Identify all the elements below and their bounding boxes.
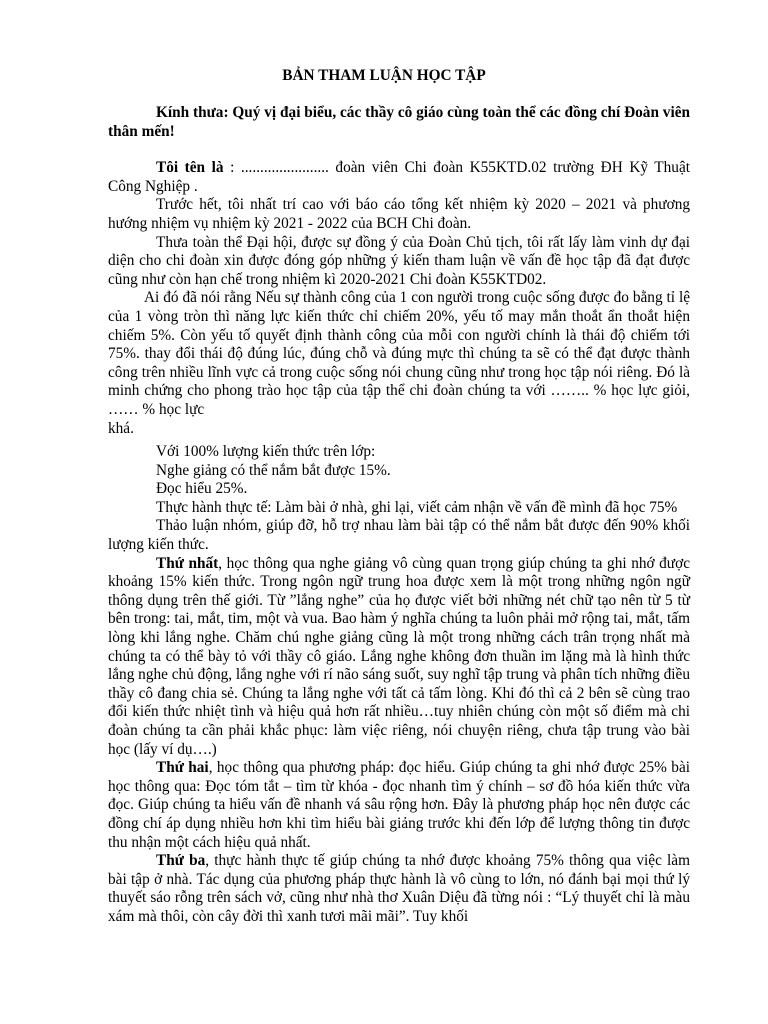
intro-label: Tôi tên là (156, 159, 224, 177)
paragraph-first (108, 555, 690, 760)
list-item: Nghe giảng có thể nắm bắt được 15%. (156, 461, 391, 479)
paragraph-kha: khá. (108, 419, 134, 437)
second-label: Thứ hai (156, 759, 209, 777)
first-label: Thứ nhất (156, 554, 219, 572)
paragraph-third (108, 852, 690, 926)
second-text: , học thông qua phương pháp: đọc hiểu. Giúp chúng ta ghi nhớ được 25% bài học thông qua: Đọc tóm tắt – tìm từ khóa - đọc nhanh tìm ý chính – sơ đồ hóa kiến thức vừa đọc. Giúp chúng ta hiểu vấn đề nhanh vá sâu rộng hơn. Đây là phương pháp học nên được các đồng chí áp dụng nhiều hơn khi tìm hiểu bài giảng trước khi đến lớp để lượng thông tin được thu nhận một cách hiệu quả nhất. (108, 759, 690, 851)
first-text: , học thông qua nghe giảng vô cùng quan trọng giúp chúng ta ghi nhớ được khoảng 15% kiến thức. Trong ngôn ngữ trung hoa được xem là một trong những ngôn ngữ thông dụng trên thế giới. Từ ”lắng nghe” của họ được viết bởi những nét chữ tạo nên từ 5 từ bên trong: tai, mắt, tim, một và vua. Bao hàm ý nghĩa chúng ta luôn phải mở rộng tai, mắt, tấm lòng khi lắng nghe. Chăm chú nghe giảng cũng là một trong những cách trân trọng nhất mà chúng ta có thể bày tỏ với thầy cô giáo. Lắng nghe không đơn thuần im lặng mà là hình thức lắng nghe chủ động, lắng nghe với rí não sáng suốt, suy nghĩ tập trung và phân tích những điều thầy cô đang chia sẻ. Chúng ta lắng nghe với tất cả tấm lòng. Khi đó thì cả 2 bên sẽ cùng trao đổi kiến thức nhiệt tình và hiệu quả hơn rất nhiều…tuy nhiên chúng còn một số điểm mà chi đoàn chúng ta cần phải khắc phục: làm việc riêng, nói chuyện riêng, chưa tập trung vào bài học (lấy ví dụ….) (108, 554, 690, 758)
intro-text: : ....................... đoàn viên Chi đoàn K55KTD.02 trường ĐH Kỹ Thuật Công Nghiệp . (108, 159, 690, 195)
intro-paragraph (108, 159, 690, 196)
list-item: Thực hành thực tế: Làm bài ở nhà, ghi lại, viết cảm nhận về vấn đề mình đã học 75% (156, 498, 678, 516)
document-body (108, 104, 690, 927)
paragraph-second (108, 759, 690, 852)
third-label: Thứ ba (156, 852, 206, 870)
paragraph-thua: Thưa toàn thể Đại hội, được sự đồng ý của Đoàn Chủ tịch, tôi rất lấy làm vinh dự đại diện cho chi đoàn xin được đóng góp những ý kiến tham luận về vấn đề học tập đã đạt được cũng như còn hạn chế trong nhiệm kì 2020-2021 Chi đoàn K55KTD02. (108, 233, 690, 288)
list-item: Với 100% lượng kiến thức trên lớp: (156, 443, 376, 461)
list-item: Đọc hiểu 25%. (156, 480, 248, 498)
document-title: BẢN THAM LUẬN HỌC TẬP (282, 67, 486, 84)
paragraph-truoc-het: Trước hết, tôi nhất trí cao với báo cáo tổng kết nhiệm kỳ 2020 – 2021 và phương hướng nhiệm vụ nhiệm kỳ 2021 - 2022 của BCH Chi đoàn. (108, 196, 690, 232)
third-text: , thực hành thực tế giúp chúng ta nhớ được khoảng 75% thông qua việc làm bài tập ở nhà. Tác dụng của phương pháp thực hành là vô cùng to lớn, nó đánh bại mọi thứ lý thuyết sáo rỗng trên sách vở, cũng như nhà thơ Xuân Diệu đã từng nói : “Lý thuyết chỉ là màu xám mà thôi, còn cây đời thì xanh tươi mãi mãi”. Tuy khối (108, 852, 690, 925)
greeting-paragraph (108, 104, 690, 141)
greeting-text: Kính thưa: Quý vị đại biểu, các thầy cô giáo cùng toàn thể các đồng chí Đoàn viên thân mến! (108, 104, 690, 140)
list-item: Thảo luận nhóm, giúp đỡ, hỗ trợ nhau làm bài tập có thể nắm bắt được đến 90% khối lượng kiến thức. (108, 517, 690, 554)
paragraph-ai-do: Ai đó đã nói rằng Nếu sự thành công của 1 con người trong cuộc sống được đo bằng tỉ lệ của 1 vòng tròn thì năng lực kiến thức chỉ chiếm 20%, yếu tố may mắn thoắt ẩn thoắt hiện chiếm 5%. Còn yếu tố quyết định thành công của mỗi con người chính là thái độ chiếm tới 75%. thay đổi thái độ đúng lúc, đúng chỗ và đúng mực thì chúng ta sẽ có thể đạt được thành công trên nhiều lĩnh vực cả trong cuộc sống nói chung cũng như trong học tập nói riêng. Đó là minh chứng cho phong trào học tập của tập thể chi đoàn chúng ta với …….. % học lực giỏi, …… % học lực (108, 289, 690, 418)
